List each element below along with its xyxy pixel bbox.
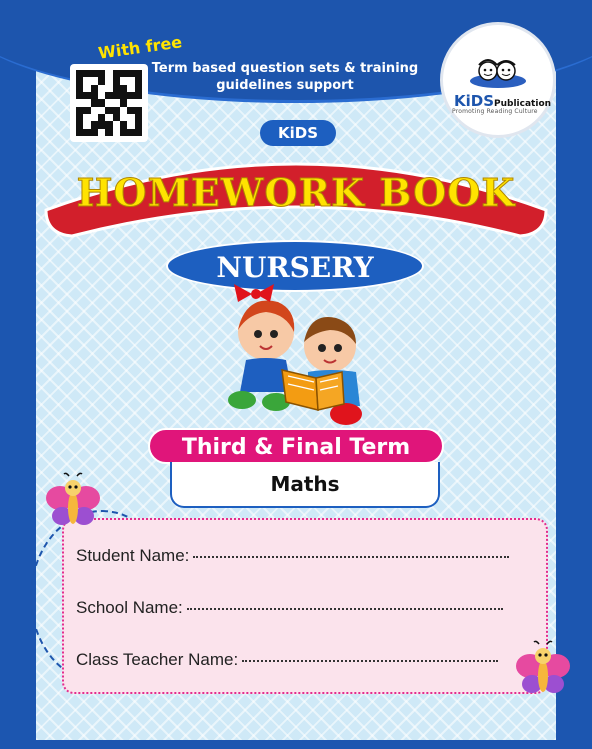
qr-module [91,92,98,99]
qr-module [76,77,83,84]
qr-module [83,99,90,106]
qr-module [135,129,142,136]
qr-module [76,114,83,121]
logo-brand-suffix: Publication [494,99,552,109]
logo-tagline: Promoting Reading Culture [452,108,538,115]
series-badge: KiDS [260,120,336,146]
student-name-field[interactable] [193,555,509,558]
qr-module [135,85,142,92]
qr-module [120,114,127,121]
qr-module [127,129,134,136]
qr-module [105,99,112,106]
qr-module [113,121,120,128]
qr-module [105,107,112,114]
qr-module [83,129,90,136]
logo-brand-main: KiDS [454,92,495,110]
qr-module [83,70,90,77]
student-info-form [62,518,548,694]
qr-module [91,129,98,136]
qr-module [83,92,90,99]
teacher-name-label: Class Teacher Name: [76,650,239,669]
qr-module [98,92,105,99]
qr-module [91,70,98,77]
qr-module [113,92,120,99]
qr-module [113,129,120,136]
qr-module [105,92,112,99]
qr-module [113,70,120,77]
qr-module [135,121,142,128]
qr-module [76,129,83,136]
qr-module [127,92,134,99]
qr-module [76,121,83,128]
qr-module [127,99,134,106]
teacher-name-row [76,650,498,670]
qr-module [120,92,127,99]
qr-module [76,85,83,92]
qr-module [76,99,83,106]
qr-module [127,107,134,114]
school-name-field[interactable] [187,607,503,610]
qr-module [83,121,90,128]
butterfly-icon [512,640,574,702]
qr-module [105,85,112,92]
qr-module [105,121,112,128]
student-name-label: Student Name: [76,546,190,565]
qr-module [91,77,98,84]
qr-module [135,114,142,121]
qr-module [83,77,90,84]
qr-module [98,70,105,77]
qr-module [83,85,90,92]
qr-module [120,129,127,136]
qr-module [113,85,120,92]
qr-module [91,99,98,106]
student-name-row [76,546,509,566]
qr-module [120,107,127,114]
qr-module [91,121,98,128]
qr-module [113,114,120,121]
qr-module [105,114,112,121]
qr-module [98,107,105,114]
qr-module [105,70,112,77]
qr-module [127,77,134,84]
qr-module [76,107,83,114]
qr-module [98,85,105,92]
school-name-label: School Name: [76,598,183,617]
qr-module [91,85,98,92]
qr-module [120,77,127,84]
qr-module [135,92,142,99]
teacher-name-field[interactable] [242,659,498,662]
qr-module [127,114,134,121]
qr-module [113,107,120,114]
qr-module [127,85,134,92]
qr-module [98,114,105,121]
qr-module [113,99,120,106]
qr-module [105,77,112,84]
qr-module [83,114,90,121]
qr-module [91,107,98,114]
qr-module [98,121,105,128]
qr-module [127,70,134,77]
qr-module [120,121,127,128]
qr-module [135,107,142,114]
qr-module [135,99,142,106]
qr-module [105,129,112,136]
qr-module [76,70,83,77]
kids-publication-logo [468,55,528,89]
support-text: Term based question sets & training guidelines support [151,61,419,93]
qr-module [120,99,127,106]
level-badge: NURSERY [166,240,424,292]
qr-module [76,92,83,99]
qr-code-icon[interactable] [70,64,148,142]
qr-module [91,114,98,121]
book-title: HOMEWORK BOOK [76,170,516,215]
qr-module [135,77,142,84]
qr-module [98,99,105,106]
qr-module [135,70,142,77]
with-free-label: With free [97,32,184,63]
term-label: Third & Final Term [148,428,444,464]
butterfly-icon [42,472,104,534]
qr-module [98,77,105,84]
qr-module [120,70,127,77]
qr-module [98,129,105,136]
school-name-row [76,598,503,618]
qr-module [83,107,90,114]
qr-module [127,121,134,128]
subject-label: Maths [170,462,440,508]
qr-module [113,77,120,84]
qr-module [120,85,127,92]
children-reading-illustration [216,282,386,432]
